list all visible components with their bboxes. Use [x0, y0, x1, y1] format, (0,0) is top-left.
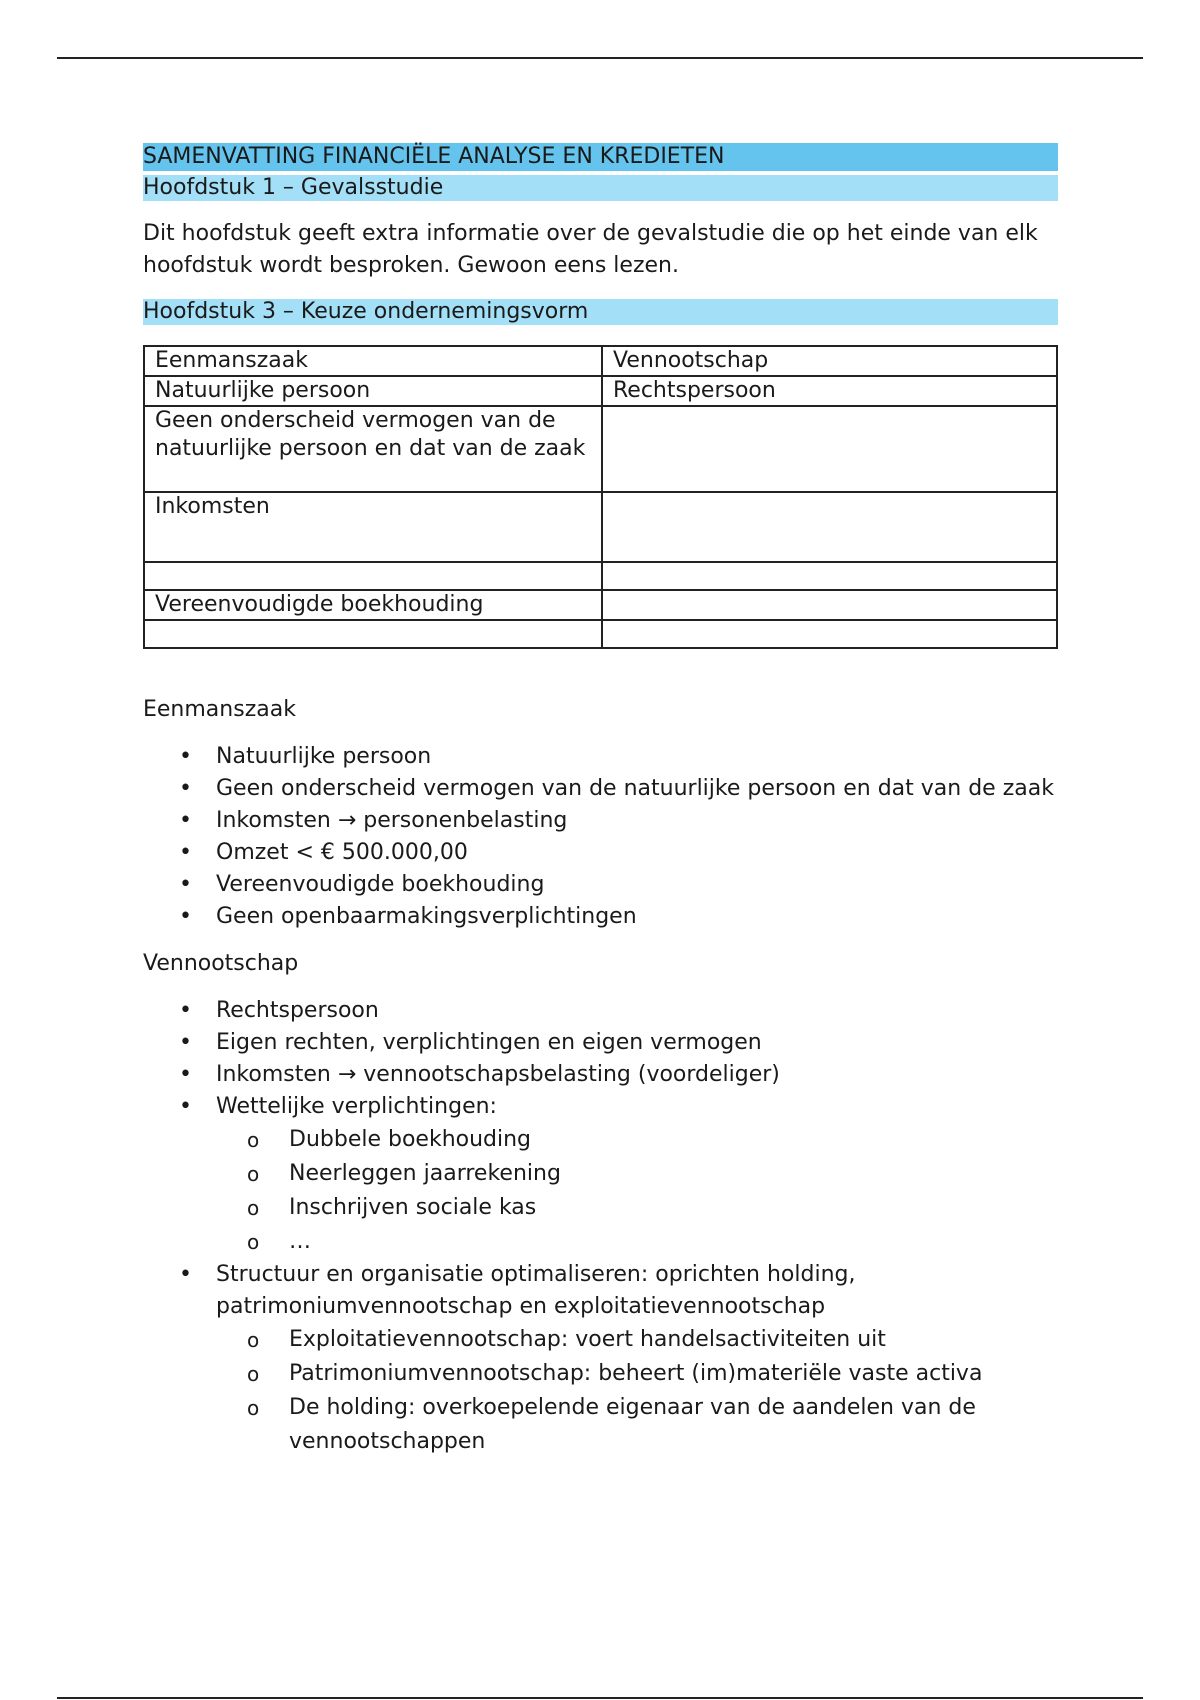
list-item: • Inkomsten → personenbelasting: [143, 805, 1058, 837]
header-rule: [57, 57, 1143, 59]
table-cell: Rechtspersoon: [602, 376, 1057, 406]
list-item: o Patrimoniumvennootschap: beheert (im)materiële vaste activa: [216, 1357, 1058, 1391]
comparison-table: [143, 345, 1058, 649]
list-item: • Structuur en organisatie optimaliseren: oprichten holding, patrimoniumvennootschap en exploitatievennootschap o Exploitatievennootschap: voert handelsactiviteiten uit o Patrimoniumvennootschap: beheert (im)materiële vaste activa o De holding: overkoepelende eigenaar van de aandelen van de vennootschappen: [143, 1259, 1058, 1459]
document-title: SAMENVATTING FINANCIËLE ANALYSE EN KREDIETEN: [143, 143, 1058, 171]
list-item: o Inschrijven sociale kas: [216, 1191, 1058, 1225]
bullet-icon: •: [179, 1262, 192, 1287]
bullet-icon: •: [179, 872, 192, 897]
list-item: • Rechtspersoon: [143, 995, 1058, 1027]
chapter1-text: Dit hoofdstuk geeft extra informatie over de gevalstudie die op het einde van elk hoofdstuk wordt besproken. Gewoon eens lezen.: [143, 221, 1038, 278]
sub-bullet-icon: o: [247, 1162, 260, 1186]
table-row: [144, 620, 1057, 648]
table-cell: [602, 590, 1057, 620]
table-row: [144, 590, 1057, 620]
table-cell: [602, 406, 1057, 492]
bullet-icon: •: [179, 904, 192, 929]
table-cell: [602, 620, 1057, 648]
document-body: [143, 143, 1058, 1459]
table-cell: [602, 492, 1057, 562]
list-item: o Neerleggen jaarrekening: [216, 1157, 1058, 1191]
table-cell: [144, 562, 602, 590]
bullet-icon: •: [179, 1030, 192, 1055]
list-item: • Wettelijke verplichtingen: o Dubbele boekhouding o Neerleggen jaarrekening o Inschrijven sociale kas o …: [143, 1091, 1058, 1259]
table-cell: Natuurlijke persoon: [144, 376, 602, 406]
sub-bullet-icon: o: [247, 1196, 260, 1220]
bullet-icon: •: [179, 744, 192, 769]
bullet-icon: •: [179, 808, 192, 833]
table-cell: [602, 562, 1057, 590]
bullet-icon: •: [179, 840, 192, 865]
list-item: o Exploitatievennootschap: voert handelsactiviteiten uit: [216, 1323, 1058, 1357]
bullet-icon: •: [179, 776, 192, 801]
bullet-icon: •: [179, 1062, 192, 1087]
vennootschap-title: Vennootschap: [143, 951, 299, 976]
table-cell: [144, 620, 602, 648]
sub-bullet-icon: o: [247, 1328, 260, 1352]
list-item: • Vereenvoudigde boekhouding: [143, 869, 1058, 901]
bullet-icon: •: [179, 1094, 192, 1119]
eenmanszaak-list: [143, 741, 1058, 933]
list-item: • Geen onderscheid vermogen van de natuurlijke persoon en dat van de zaak: [143, 773, 1058, 805]
table-cell: Geen onderscheid vermogen van de natuurlijke persoon en dat van de zaak: [144, 406, 602, 492]
list-item: o …: [216, 1225, 1058, 1259]
chapter3-heading: Hoofdstuk 3 – Keuze ondernemingsvorm: [143, 299, 1058, 325]
list-item: • Eigen rechten, verplichtingen en eigen vermogen: [143, 1027, 1058, 1059]
sub-bullet-icon: o: [247, 1230, 260, 1254]
table-cell: Vereenvoudigde boekhouding: [144, 590, 602, 620]
chapter1-heading: Hoofdstuk 1 – Gevalsstudie: [143, 175, 1058, 201]
table-row: [144, 562, 1057, 590]
footer-rule: [57, 1697, 1143, 1699]
table-cell: Inkomsten: [144, 492, 602, 562]
sub-bullet-icon: o: [247, 1362, 260, 1386]
table-row: [144, 346, 1057, 376]
list-item: o De holding: overkoepelende eigenaar van de aandelen van de vennootschappen: [216, 1391, 1058, 1459]
table-cell: Vennootschap: [602, 346, 1057, 376]
table-row: [144, 376, 1057, 406]
list-item: • Geen openbaarmakingsverplichtingen: [143, 901, 1058, 933]
sub-bullet-icon: o: [247, 1128, 260, 1152]
structure-sublist: [216, 1323, 1058, 1459]
sub-bullet-icon: o: [247, 1396, 260, 1420]
list-item: • Omzet < € 500.000,00: [143, 837, 1058, 869]
bullet-icon: •: [179, 998, 192, 1023]
obligations-sublist: [216, 1123, 1058, 1259]
table-row: [144, 406, 1057, 492]
list-item: o Dubbele boekhouding: [216, 1123, 1058, 1157]
list-item: • Inkomsten → vennootschapsbelasting (voordeliger): [143, 1059, 1058, 1091]
table-cell: Eenmanszaak: [144, 346, 602, 376]
table-row: [144, 492, 1057, 562]
vennootschap-list: [143, 995, 1058, 1459]
list-item: • Natuurlijke persoon: [143, 741, 1058, 773]
eenmanszaak-title: Eenmanszaak: [143, 697, 296, 722]
